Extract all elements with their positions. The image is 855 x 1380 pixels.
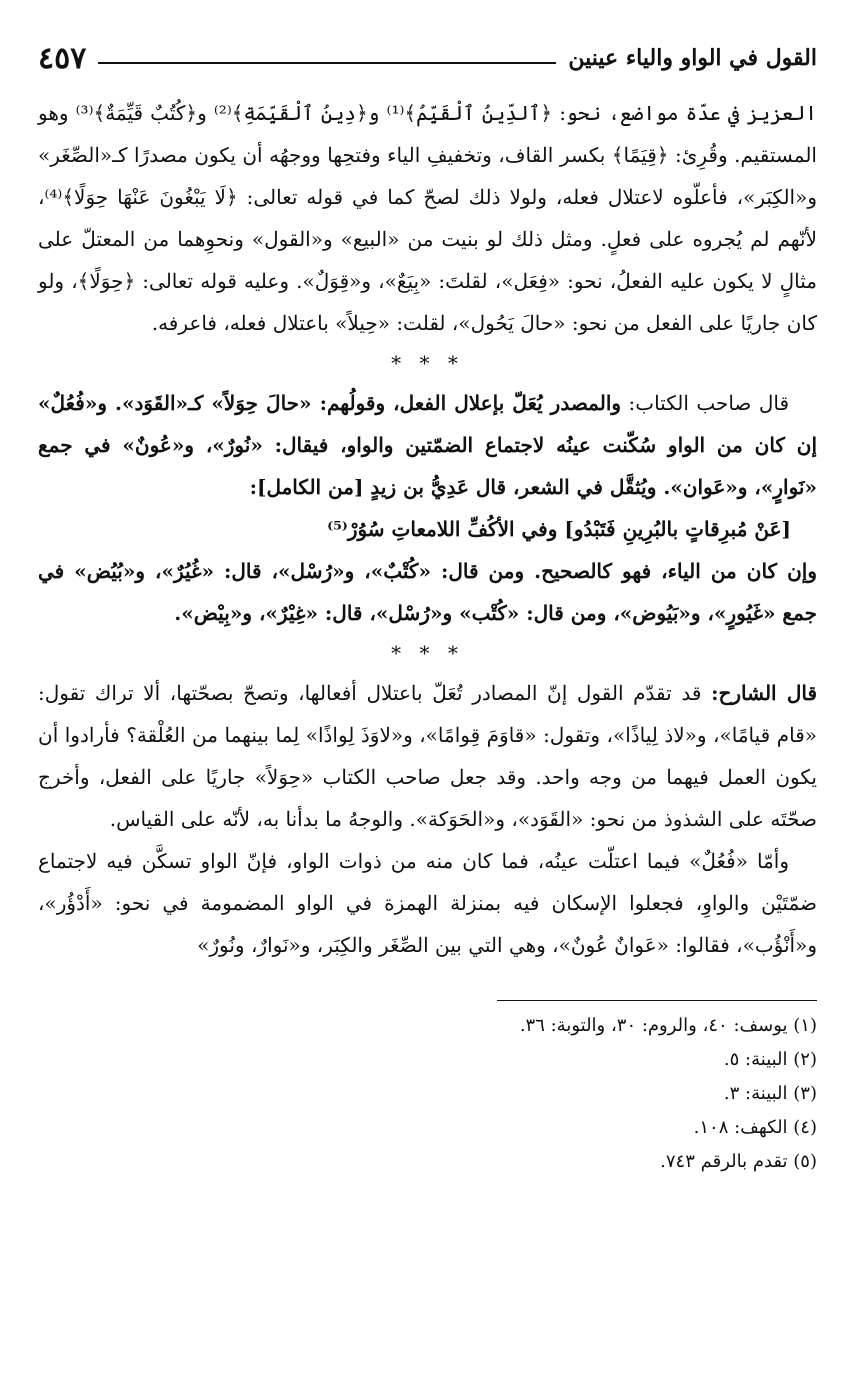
paragraph-3: وإن كان من الياء، فهو كالصحيح. ومن قال: «كُتْبٌ»، و«رُسْل»، قال: «غُيُرٌ»، و«بُيُض» في جمع «غَيُورٍ»، و«بَيُوض»، ومن قال: «كُتْب» و«رُسْل»، قال: «غِيْرٌ»، و«بِيْض». — [38, 559, 817, 625]
page-number: ٤٥٧ — [38, 40, 87, 76]
footnote-3: (٣) البينة: ٣. — [723, 1083, 817, 1104]
commentary-body: قد تقدّم القول إنّ المصادر تُعَلّ باعتلال أفعالها، وتصحّ بصحّتها، ألا تراك تقول: «قام قيامًا»، و«لاذ لِياذًا»، وتقول: «قاوَمَ قِوامًا»، و«لاوَذَ لِواذًا» لِما بينهما من العُلْقة؟ فأرادوا أن يكون العمل فيهما من وجه واحد. وقد جعل صاحب الكتاب «حِوَلاً» جاريًا على الفعل، وأخرج صحّتَه على الشذوذ من نحو: «القَوَد»، و«الحَوَكة». والوجهُ ما بدأنا به، لأنّه على القياس. — [38, 681, 817, 831]
running-header — [38, 38, 817, 78]
paragraph-2 — [38, 382, 817, 508]
commentator-lead: قال الشارح: — [711, 681, 818, 705]
footnote-4: (٤) الكهف: ١٠٨. — [693, 1117, 817, 1138]
author-statement-body: والمصدر يُعَلّ بإعلال الفعل، وقولُهم: «حالَ حِوَلاً» كـ«القَوَد». و«فُعُلٌ» إن كان من الواو سُكّنت عينُه لاجتماع الضمّتين والواو، فيقال: «نُورٌ»، و«عُونٌ» في جمع «نَوارٍ»، و«عَوان». ويُثقَّل في الشعر، قال عَدِيُّ بن زيدٍ [من الكامل]: — [38, 391, 817, 499]
section-separator-1: * * * — [391, 351, 464, 375]
header-rule — [98, 62, 556, 64]
paragraph-1: العزيز في عدّة مواضع، نحو: ﴿ٱلدِّينُ ٱلْقَيِّمُ﴾⁽¹⁾ و﴿دِينُ ٱلْقَيِّمَةِ﴾⁽²⁾ و﴿كُتُبٌ قَيِّمَةٌ﴾⁽³⁾ وهو المستقيم. وقُرِئ: ﴿قِيَمًا﴾ بكسر القاف، وتخفيفِ الياء وفتحِها ووجهُه أن يكون مصدرًا كـ«الصِّغَر» و«الكِبَر»، فأعلّوه لاعتلال فعله، ولولا ذلك لصحّ كما في قوله تعالى: ﴿لَا يَبْغُونَ عَنْهَا حِوَلًا﴾⁽⁴⁾، لأنّهم لم يُجروه على فعلٍ. ومثل ذلك لو بنيت من «البيع» و«القول» ونحوِهما من المعتلّ على مثالٍ لا يكون عليه الفعلُ، نحو: «فِعَل»، لقلتَ: «بِيَعٌ»، و«قِوَلٌ». وعليه قوله تعالى: ﴿حِوَلًا﴾، ولو كان جاريًا على الفعل من نحو: «حالَ يَحُول»، لقلت: «حِيلاً» باعتلال فعله، فاعرفه. — [38, 101, 818, 335]
footnote-list — [38, 1009, 817, 1179]
section-separator-2: * * * — [391, 641, 464, 665]
chapter-title: القول في الواو والياء عينين — [568, 45, 817, 71]
poetry-verse: [عَنْ مُبرِقاتٍ بالبُرِينِ فَتَبْدُو] وفي الأكُفِّ اللامعاتِ سُوُرْ⁽⁵⁾ — [327, 517, 791, 541]
footnote-1: (١) يوسف: ٤٠، والروم: ٣٠، والتوبة: ٣٦. — [519, 1015, 817, 1036]
footnote-rule — [497, 1000, 817, 1001]
footnote-5: (٥) تقدم بالرقم ٧٤٣. — [660, 1151, 817, 1172]
author-statement-lead: قال صاحب الكتاب: — [628, 391, 790, 415]
paragraph-5: وأمّا «فُعُلٌ» فيما اعتلّت عينُه، فما كان منه من ذوات الواو، فإنّ الواو تسكَّن فيه لاجتماع ضمّتَيْن والواوِ، فجعلوا الإسكان فيه بمنزلة الهمزة في الواو المضمومة في نحو: «أَدْؤُر»، و«أَنْؤُب»، فقالوا: «عَوانٌ عُونٌ»، وهي التي بين الصِّغَر والكِبَر، و«نَوارٌ، ونُورٌ» — [38, 849, 817, 957]
paragraph-4 — [38, 672, 817, 840]
footnote-2: (٢) البينة: ٥. — [723, 1049, 817, 1070]
